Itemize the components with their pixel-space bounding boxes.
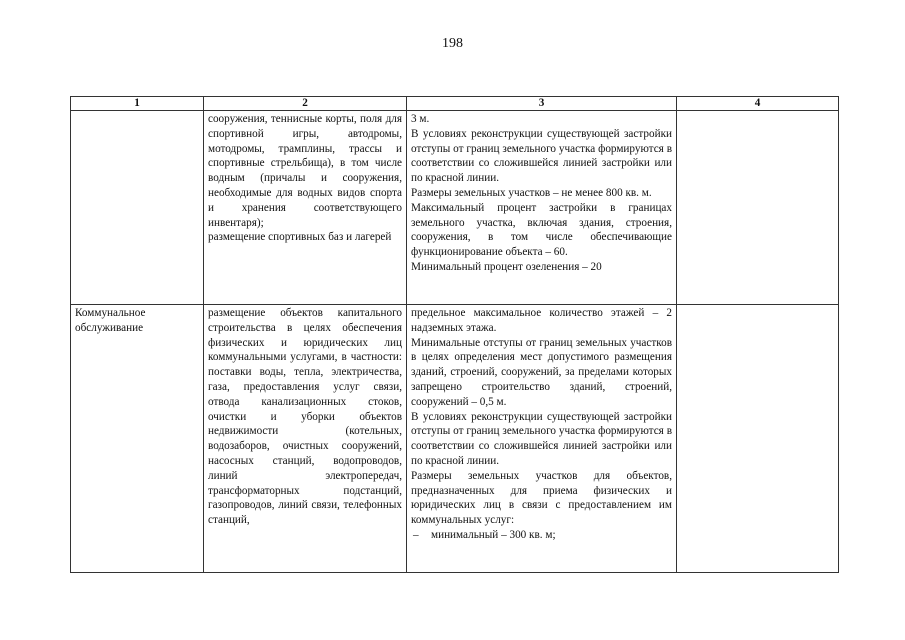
row1-description	[204, 111, 407, 305]
row2-param: В условиях реконструкции существующей застройки отступы от границ земельного участка формируются в соответствии со сложившейся линией застройки или по красной линии.	[411, 410, 672, 467]
column-header-4: 4	[677, 97, 839, 111]
column-header-3: 3	[407, 97, 677, 111]
row2-parameters	[407, 305, 677, 573]
row2-param: Минимальные отступы от границ земельных участков в целях определения мест допустимого размещения зданий, строений, сооружений, за пределами которых запрещено строительство зданий, строений, сооружений – 0,5 м.	[411, 336, 672, 408]
row1-param: 3 м.	[411, 113, 430, 125]
row2-notes	[677, 305, 839, 573]
page-number: 198	[442, 36, 463, 51]
table-row	[71, 111, 839, 305]
zoning-table	[70, 96, 839, 573]
column-header-2: 2	[204, 97, 407, 111]
row2-param-dash-item: – минимальный – 300 кв. м;	[411, 528, 672, 543]
row1-description-para: размещение спортивных баз и лагерей	[208, 231, 392, 244]
row1-param: В условиях реконструкции существующей застройки отступы от границ земельного участка формируются в соответствии со сложившейся линией застройки или по красной линии.	[411, 127, 672, 185]
row1-description-para: сооружения, теннисные корты, поля для спортивной игры, автодромы, мотодромы, трамплины, трассы и спортивные стрельбища), в том числе водным (причалы и сооружения, необходимые для водных видов спорта и хранения соответствующего инвентаря);	[208, 113, 402, 229]
table-row	[71, 305, 839, 573]
table-header-row	[71, 97, 839, 111]
row1-param: Размеры земельных участков – не менее 800 кв. м.	[411, 186, 652, 199]
row2-param: Размеры земельных участков для объектов, предназначенных для приема физических и юридических лиц в связи с предоставлением им коммунальных услуг:	[411, 469, 672, 527]
row1-param: Минимальный процент озеленения – 20	[411, 260, 602, 273]
row2-param: предельное максимальное количество этажей – 2 надземных этажа.	[411, 307, 672, 334]
row2-description: размещение объектов капитального строительства в целях обеспечения физических и юридических лиц коммунальными услугами, в частности: поставки воды, тепла, электричества, газа, предоставления услуг связи, отвода канализационных стоков, очистки и уборки объектов недвижимости (котельных, водозаборов, очистных сооружений, насосных станций, водопроводов, линий электропередач, трансформаторных подстанций, газопроводов, линий связи, телефонных станций,	[204, 305, 407, 573]
row1-use-name	[71, 111, 204, 305]
row1-parameters	[407, 111, 677, 305]
row1-notes	[677, 111, 839, 305]
row1-param: Максимальный процент застройки в границах земельного участка, включая здания, строения, сооружения, в том числе обеспечивающие функционирование объекта – 60.	[411, 201, 672, 259]
column-header-1: 1	[71, 97, 204, 111]
row2-use-name: Коммунальное обслуживание	[71, 305, 204, 573]
